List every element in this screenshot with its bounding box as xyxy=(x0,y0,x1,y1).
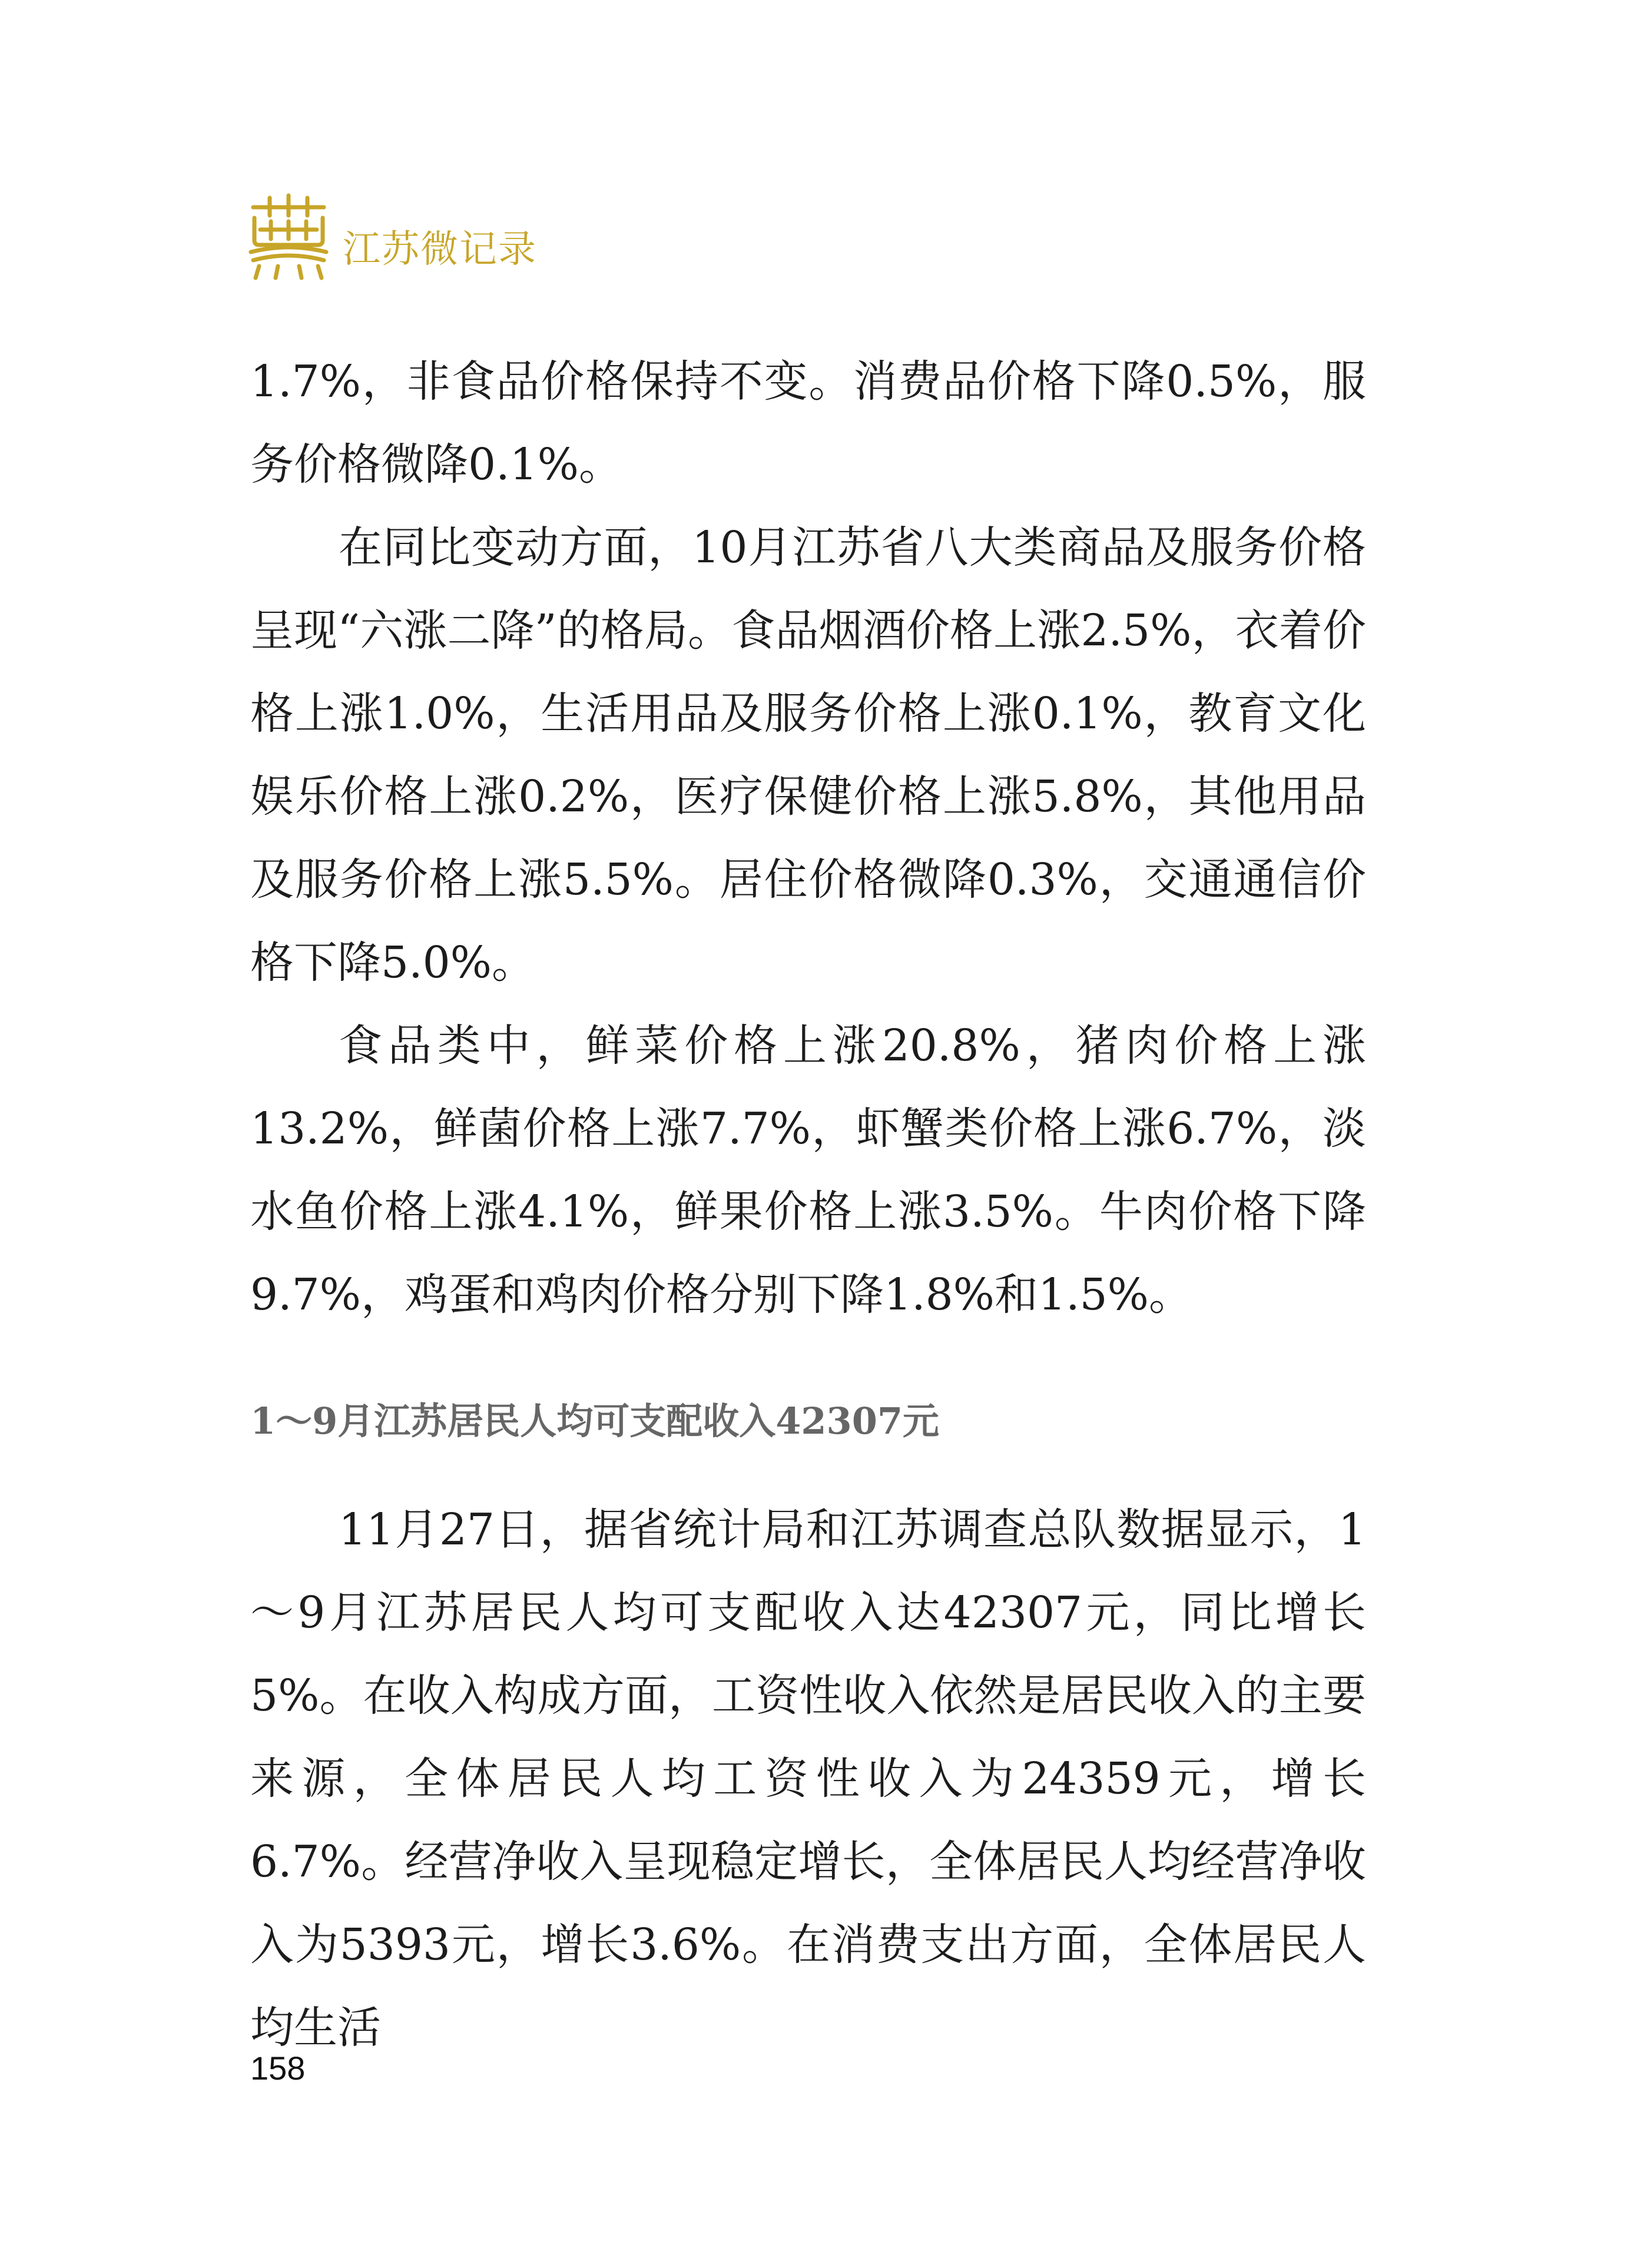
body-paragraph: 在同比变动方面，10月江苏省八大类商品及服务价格呈现“六涨二降”的格局。食品烟酒价格上涨2.5%，衣着价格上涨1.0%，生活用品及服务价格上涨0.1%，教育文化娱乐价格上涨0.2%，医疗保健价格上涨5.8%，其他用品及服务价格上涨5.5%。居住价格微降0.3%，交通通信价格下降5.0%。 xyxy=(250,522,1366,988)
page-number: 158 xyxy=(250,2050,306,2087)
body-paragraph: 11月27日，据省统计局和江苏调查总队数据显示，1～9月江苏居民人均可支配收入达42307元，同比增长5%。在收入构成方面，工资性收入依然是居民收入的主要来源，全体居民人均工资性收入为24359元，增长6.7%。经营净收入呈现稳定增长，全体居民人均经营净收入为5393元，增长3.6%。在消费支出方面，全体居民人均生活 xyxy=(250,1504,1366,2053)
series-title: 江苏微记录 xyxy=(343,228,537,271)
running-header xyxy=(247,187,537,287)
body-paragraph: 食品类中，鲜菜价格上涨20.8%，猪肉价格上涨13.2%，鲜菌价格上涨7.7%，虾蟹类价格上涨6.7%，淡水鱼价格上涨4.1%，鲜果价格上涨3.5%。牛肉价格下降9.7%，鸡蛋和鸡肉价格分别下降1.8%和1.5%。 xyxy=(250,1020,1366,1320)
page-body xyxy=(250,340,1366,2070)
jiangsu-swallow-emblem-icon xyxy=(247,193,330,281)
section-heading: 1～9月江苏居民人均可支配收入42307元 xyxy=(250,1400,939,1443)
body-paragraph: 1.7%，非食品价格保持不变。消费品价格下降0.5%，服务价格微降0.1%。 xyxy=(250,356,1366,490)
